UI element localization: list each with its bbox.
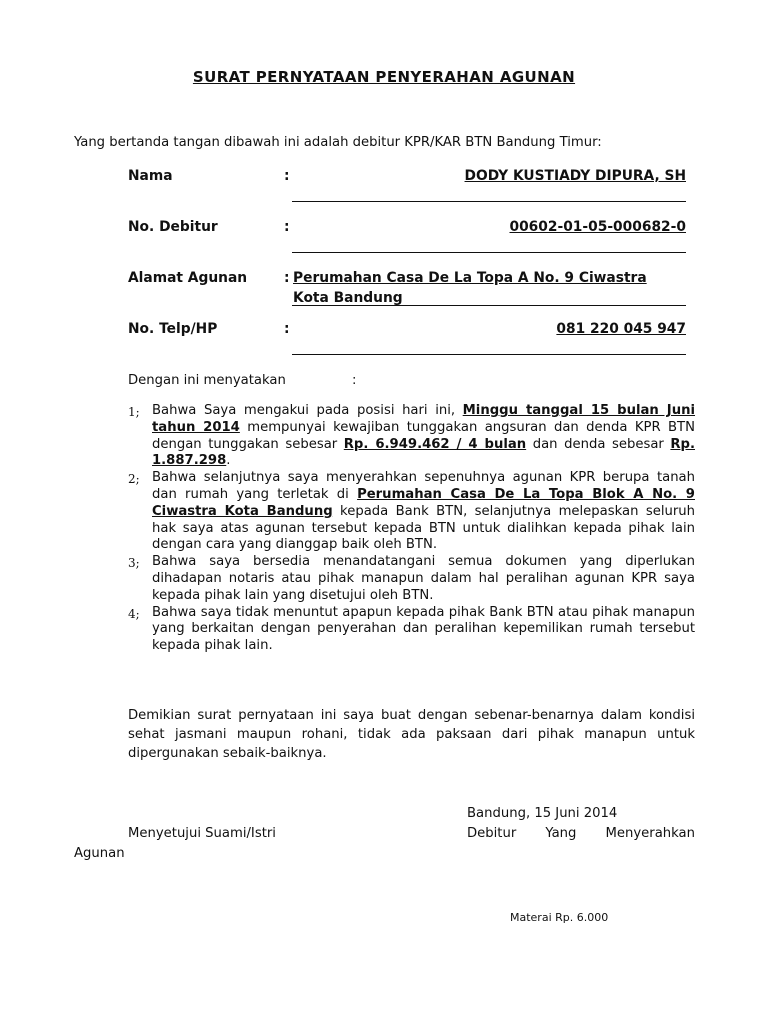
materai-note: Materai Rp. 6.000: [510, 911, 609, 924]
telp-rule: [292, 354, 686, 355]
item-text: kepada Bank BTN, selanjutnya melepaskan seluruh hak saya atas agunan tersebut kepada BTN untuk dialihkan kepada pihak lain dengan cara yang dianggap baik oleh BTN.: [152, 503, 695, 553]
statement-label: Dengan ini menyatakan: [128, 373, 286, 388]
item-text: Bahwa Saya mengakui pada posisi hari ini,: [152, 403, 463, 418]
alamat-rule: [292, 305, 686, 306]
closing-paragraph: Demikian surat pernyataan ini saya buat dengan sebenar-benarnya dalam kondisi sehat jasmani maupun rohani, tidak ada paksaan dari pihak manapun untuk dipergunakan sebaik-baiknya.: [128, 708, 695, 761]
agunan-word: Agunan: [74, 846, 125, 861]
alamat-value-line2: Kota Bandung: [293, 290, 403, 306]
debitur-word: Menyerahkan: [605, 826, 695, 841]
list-item: [128, 470, 695, 554]
list-item: [128, 403, 695, 470]
debitur-word: Debitur: [467, 826, 517, 841]
alamat-value-line1: Perumahan Casa De La Topa A No. 9 Ciwastra: [293, 270, 647, 286]
debitur-value: 00602-01-05-000682-0: [509, 219, 686, 235]
item-text: .: [226, 453, 231, 469]
place-date: Bandung, 15 Juni 2014: [467, 806, 618, 821]
item-number: 1;: [128, 405, 140, 419]
item-highlight: Rp. 6.949.462 / 4 bulan: [343, 436, 527, 452]
intro-text: Yang bertanda tangan dibawah ini adalah debitur KPR/KAR BTN Bandung Timur:: [74, 135, 602, 150]
document-title: SURAT PERNYATAAN PENYERAHAN AGUNAN: [192, 68, 576, 86]
alamat-colon: :: [284, 270, 290, 286]
debitur-signatory: [467, 826, 695, 841]
statement-list: [128, 403, 695, 655]
item-highlight: Perumahan Casa De La Topa Blok A No. 9 Ciwastra Kota Bandung: [152, 486, 695, 519]
debitur-rule: [292, 252, 686, 253]
nama-label: Nama: [128, 168, 173, 184]
statement-colon: :: [352, 373, 357, 388]
item-text: mempunyai kewajiban tunggakan angsuran dan denda KPR BTN dengan tunggakan sebesar: [152, 419, 695, 452]
list-item: [128, 605, 695, 655]
item-number: 3;: [128, 556, 140, 571]
item-text: Bahwa saya tidak menuntut apapun kepada pihak Bank BTN atau pihak manapun yang berkaitan dengan penyerahan dan peralihan kepemilikan rumah tersebut kepada pihak lain.: [152, 604, 695, 654]
telp-colon: :: [284, 321, 290, 337]
telp-label: No. Telp/HP: [128, 321, 218, 337]
debitur-colon: :: [284, 219, 290, 235]
item-highlight: Rp. 1.887.298: [152, 436, 696, 469]
item-highlight: Minggu tanggal 15 bulan Juni tahun 2014: [152, 403, 696, 435]
nama-value: DODY KUSTIADY DIPURA, SH: [464, 168, 686, 184]
debitur-label: No. Debitur: [128, 219, 218, 235]
item-text: Bahwa saya bersedia menandatangani semua dokumen yang diperlukan dihadapan notaris atau pihak manapun dalam hal peralihan agunan KPR saya kepada pihak lain yang disetujui oleh BTN.: [152, 554, 695, 603]
item-text: Bahwa selanjutnya saya menyerahkan sepenuhnya agunan KPR berupa tanah dan rumah yang terletak di: [152, 470, 695, 502]
item-text: dan denda sebesar: [526, 436, 671, 452]
nama-colon: :: [284, 168, 290, 184]
nama-rule: [292, 201, 686, 202]
item-number: 2;: [128, 472, 140, 487]
spouse-approval: Menyetujui Suami/Istri: [128, 826, 276, 841]
list-item: [128, 554, 695, 604]
debitur-word: Yang: [545, 826, 577, 841]
alamat-label: Alamat Agunan: [128, 270, 248, 286]
telp-value: 081 220 045 947: [556, 321, 686, 337]
item-number: 4;: [128, 606, 140, 621]
